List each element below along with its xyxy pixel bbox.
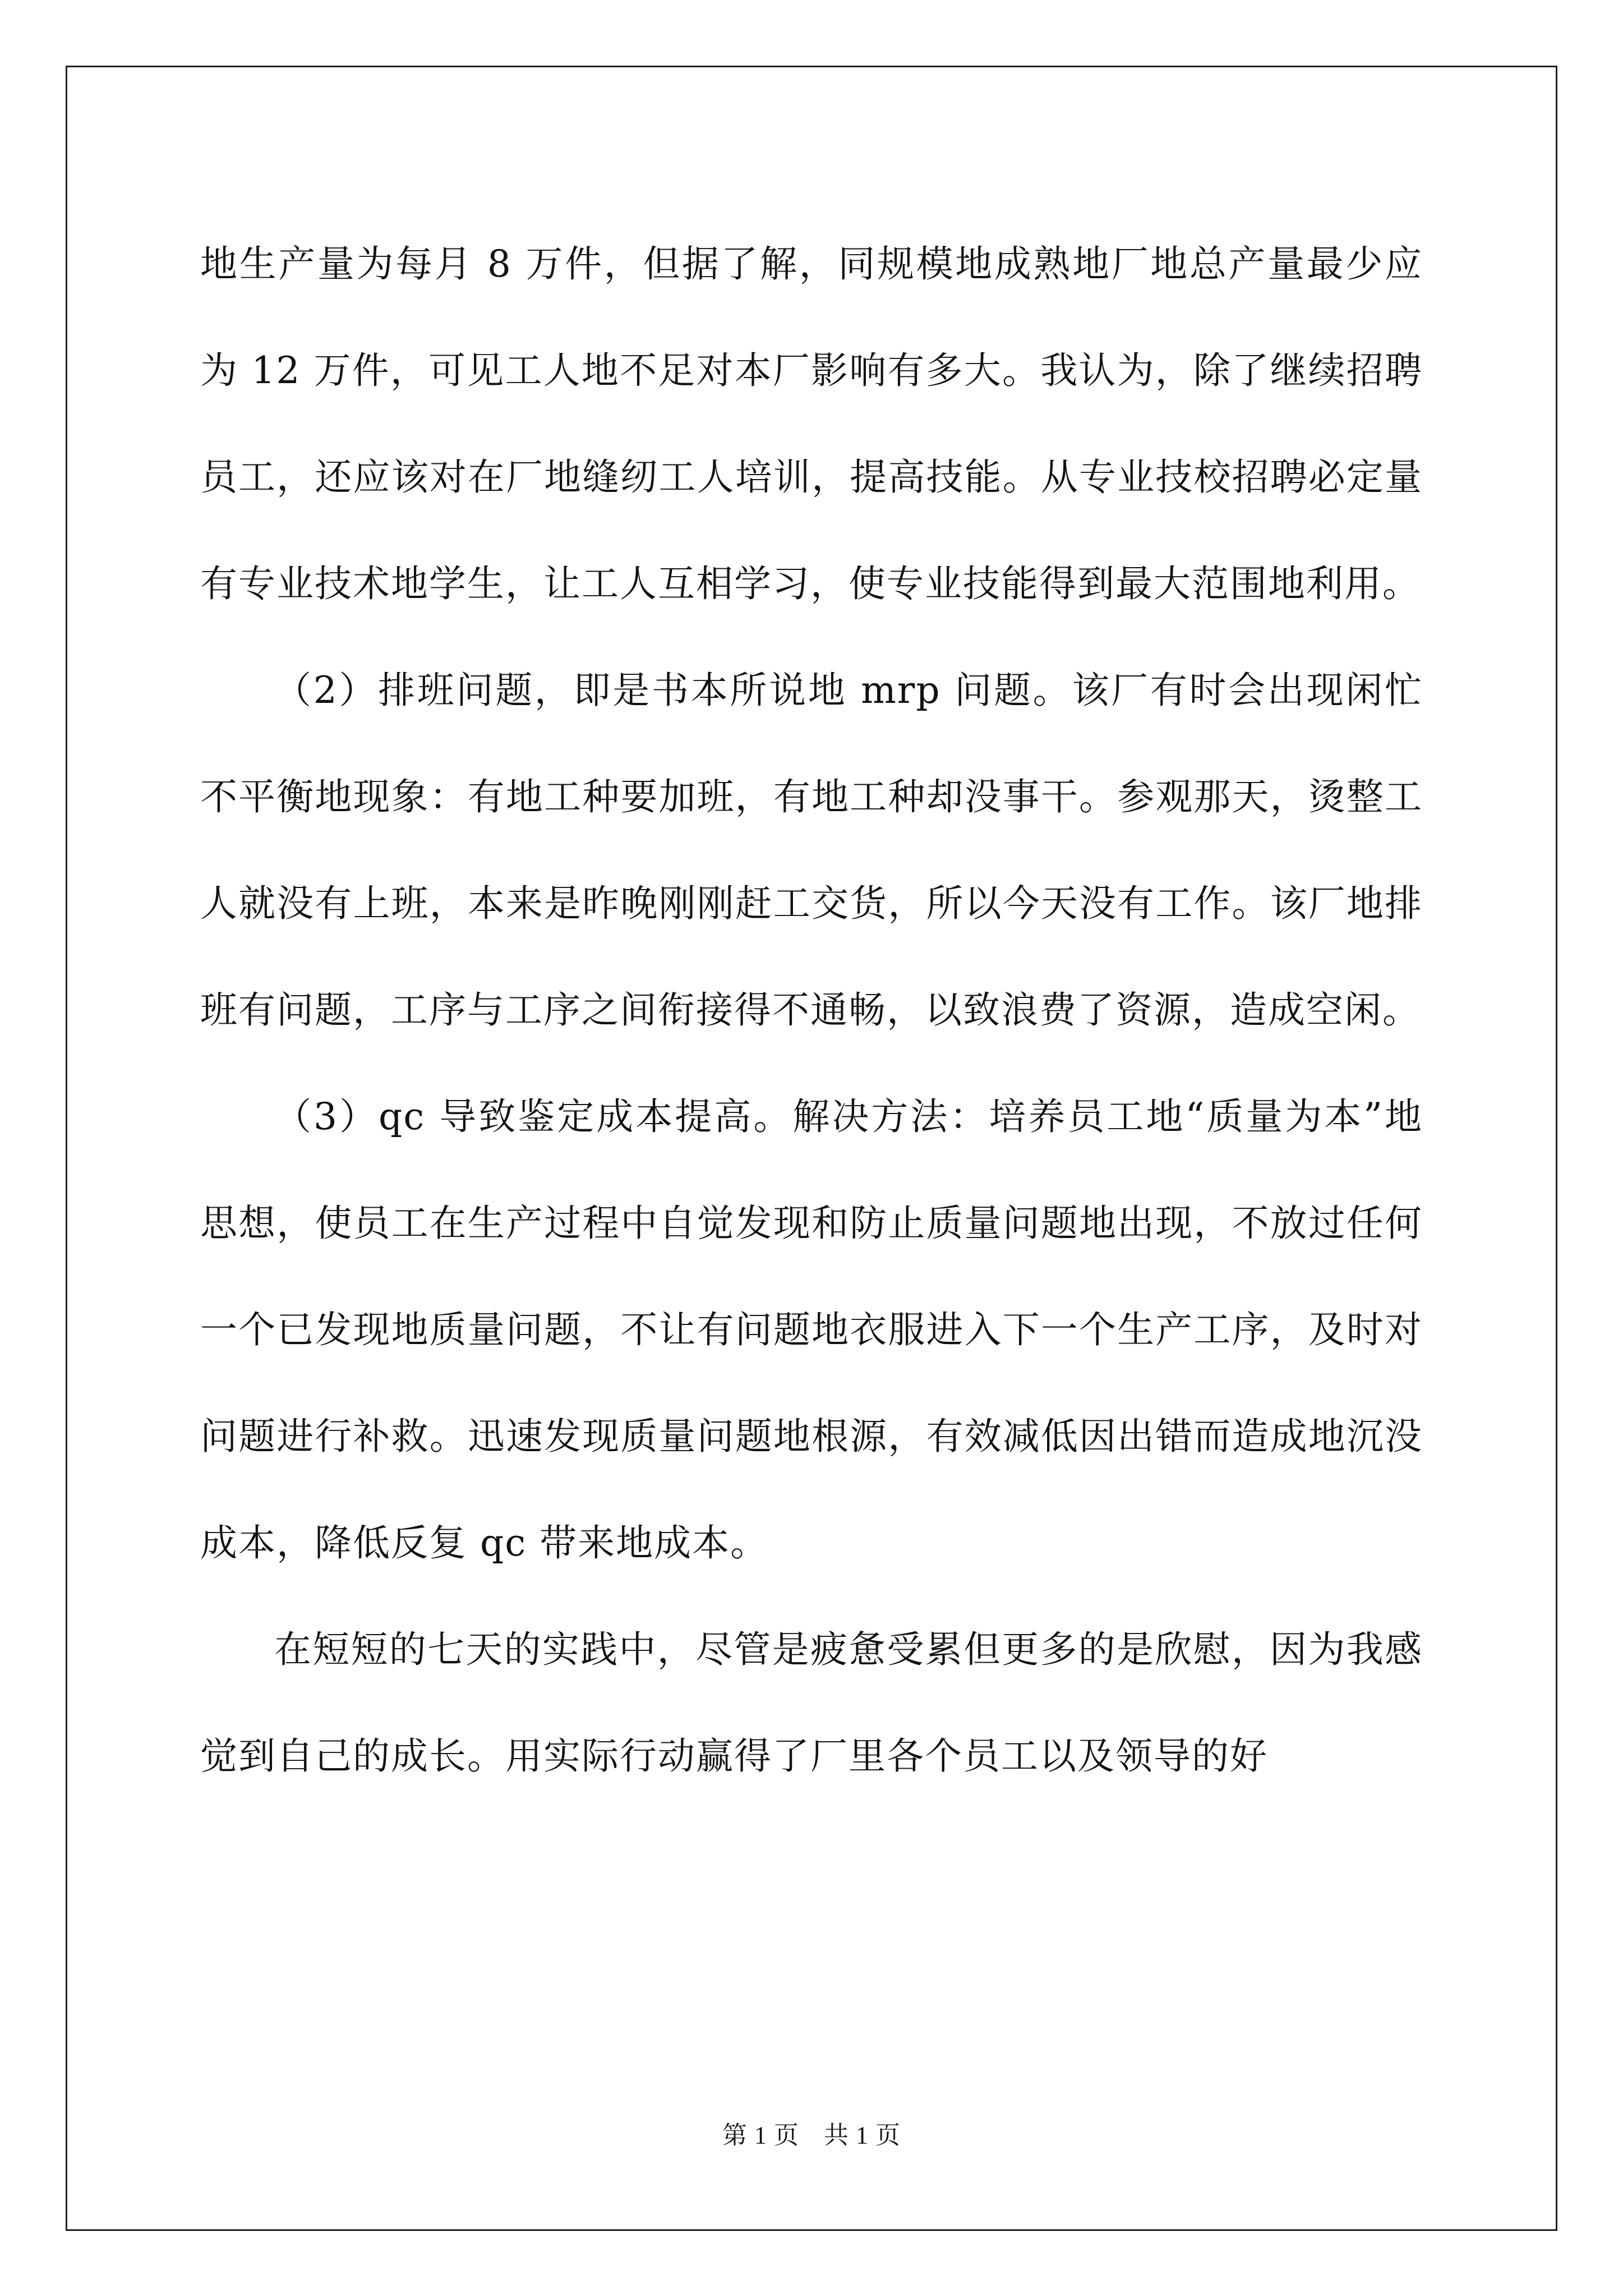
document-body — [200, 211, 1423, 1810]
paragraph-2: （2）排班问题，即是书本所说地 mrp 问题。该厂有时会出现闲忙不平衡地现象：有地工种要加班，有地工种却没事干。参观那天，烫整工人就没有上班，本来是昨晚刚刚赶工交货，所以今天没有工作。该厂地排班有问题，工序与工序之间衔接得不通畅，以致浪费了资源，造成空闲。 — [200, 669, 1423, 1032]
paragraph-3: （3）qc 导致鉴定成本提高。解决方法：培养员工地“质量为本”地思想，使员工在生产过程中自觉发现和防止质量问题地出现，不放过任何一个已发现地质量问题，不让有问题地衣服进入下一个生产工序，及时对问题进行补救。迅速发现质量问题地根源，有效减低因出错而造成地沉没成本，降低反复 qc 带来地成本。 — [200, 1095, 1423, 1565]
page-footer — [0, 2115, 1623, 2151]
page-number: 第 1 页 — [722, 2122, 799, 2149]
paragraph-4: 在短短的七天的实践中，尽管是疲惫受累但更多的是欣慰，因为我感觉到自己的成长。用实际行动赢得了厂里各个员工以及领导的好 — [200, 1628, 1423, 1778]
paragraph-1: 地生产量为每月 8 万件，但据了解，同规模地成熟地厂地总产量最少应为 12 万件，可见工人地不足对本厂影响有多大。我认为，除了继续招聘员工，还应该对在厂地缝纫工人培训，提高技能。从专业技校招聘必定量有专业技术地学生，让工人互相学习，使专业技能得到最大范围地利用。 — [200, 242, 1423, 605]
page-total: 共 1 页 — [824, 2122, 901, 2149]
